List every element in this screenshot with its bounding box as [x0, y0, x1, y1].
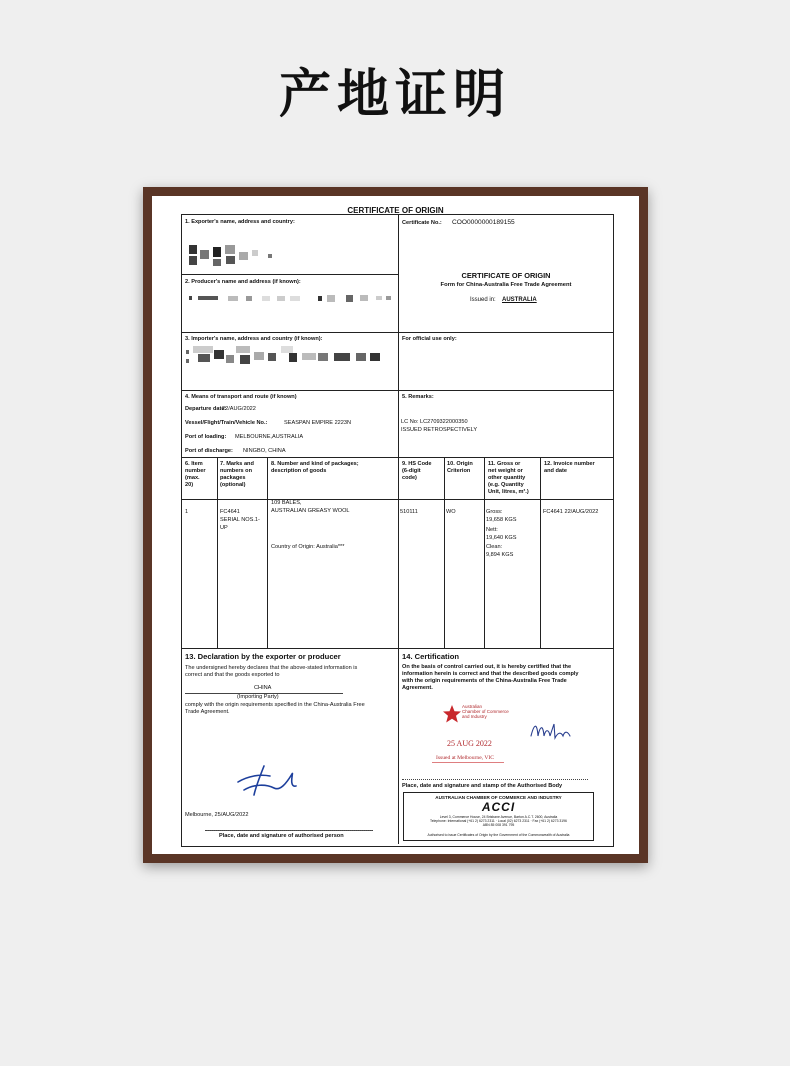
official-use-label: For official use only: [402, 336, 457, 342]
acci-stamp-box: AUSTRALIAN CHAMBER OF COMMERCE AND INDUSTRY ACCI Level 3, Commerce House, 24 Brisbane Avenue, Barton A.C.T. 2600, Australia Telephone: International (+61 2) 6273 2311 · Local (02) 6273 2311 · Fax (+61 2) 6273 3196 ABN 85 008 391 795 Authorised to issue Certificates of Origin by the Government of the Commonwealth of Australia [403, 792, 594, 841]
box14-signature-line [402, 779, 588, 780]
box14-text3: with the origin requirements of the China-Australia Free Trade [402, 678, 567, 684]
issued-in-value: AUSTRALIA [502, 297, 537, 303]
acci-logo: ACCI [481, 800, 516, 814]
hs-code-value: 510111 [400, 509, 418, 515]
issued-in-label: Issued in: [470, 297, 496, 303]
exporter-signature [234, 762, 300, 798]
box13-country: CHINA [254, 685, 272, 691]
box4-label: 4. Means of transport and route (if known) [185, 394, 297, 400]
box14-footer: Place, date and signature and stamp of the Authorised Body [402, 783, 563, 789]
authority-signature [528, 718, 574, 746]
invoice-value: FC4641 22/AUG/2022 [543, 509, 599, 515]
loading-value: MELBOURNE,AUSTRALIA [235, 434, 304, 440]
goods-origin: Country of Origin: Australia*** [271, 544, 345, 550]
acci-header: AUSTRALIAN CHAMBER OF COMMERCE AND INDUSTRY [435, 795, 562, 800]
item-number: 1 [185, 509, 189, 515]
box13-text3: comply with the origin requirements specified in the China-Australia Free [185, 702, 365, 708]
box13-text2: correct and that the goods exported to [185, 672, 280, 678]
vessel-value: SEASPAN EMPIRE 2223N [284, 420, 352, 426]
discharge-value: NINGBO, CHINA [243, 448, 286, 454]
box2-label: 2. Producer's name and address (if known): [185, 279, 301, 285]
cert-no-label: Certificate No.: [402, 220, 442, 226]
box14-title: 14. Certification [402, 652, 459, 661]
origin-criterion-value: WO [446, 509, 456, 515]
box13-title: 13. Declaration by the exporter or producer [185, 652, 341, 661]
box14-text4: Agreement. [402, 685, 433, 691]
discharge-label: Port of discharge: [185, 448, 233, 454]
page-title: 产地证明 [278, 65, 511, 125]
box13-place-date: Melbourne, 25/AUG/2022 [185, 812, 249, 818]
box13-signature-line [205, 830, 373, 831]
stamp-place: Issued at Melbourne, VIC [436, 755, 494, 761]
box13-footer: Place, date and signature of authorised person [219, 833, 344, 839]
box14-text2: information herein is correct and that the described goods comply [402, 671, 579, 677]
box3-label: 3. Importer's name, address and country (if known): [185, 336, 323, 342]
box13-text1: The undersigned hereby declares that the above-stated information is [185, 665, 358, 671]
right-title: CERTIFICATE OF ORIGIN [461, 271, 551, 280]
loading-label: Port of loading: [185, 434, 227, 440]
box13-importing: (Importing Party) [237, 694, 279, 700]
star-icon [442, 704, 462, 724]
certificate-heading: CERTIFICATE OF ORIGIN [347, 206, 444, 215]
remarks-line1: LC No: LC2709322000350 [401, 419, 468, 425]
stamp-date: 25 AUG 2022 [447, 739, 492, 748]
box13-text4: Trade Agreement. [185, 709, 230, 715]
box14-text1: On the basis of control carried out, it is hereby certified that the [402, 664, 572, 670]
box1-label: 1. Exporter's name, address and country: [185, 219, 295, 225]
departure-label: Departure date: [185, 406, 227, 412]
departure-value: 22/AUG/2022 [222, 406, 256, 412]
vessel-label: Vessel/Flight/Train/Vehicle No.: [185, 420, 268, 426]
box5-label: 5. Remarks: [402, 394, 434, 400]
cert-no-value: COO0000000189155 [452, 219, 515, 226]
remarks-line2: ISSUED RETROSPECTIVELY [401, 427, 478, 433]
right-subtitle: Form for China-Australia Free Trade Agreement [440, 282, 572, 288]
acci-footer: Authorised to issue Certificates of Origin by the Government of the Commonwealth of Australia [427, 833, 570, 837]
